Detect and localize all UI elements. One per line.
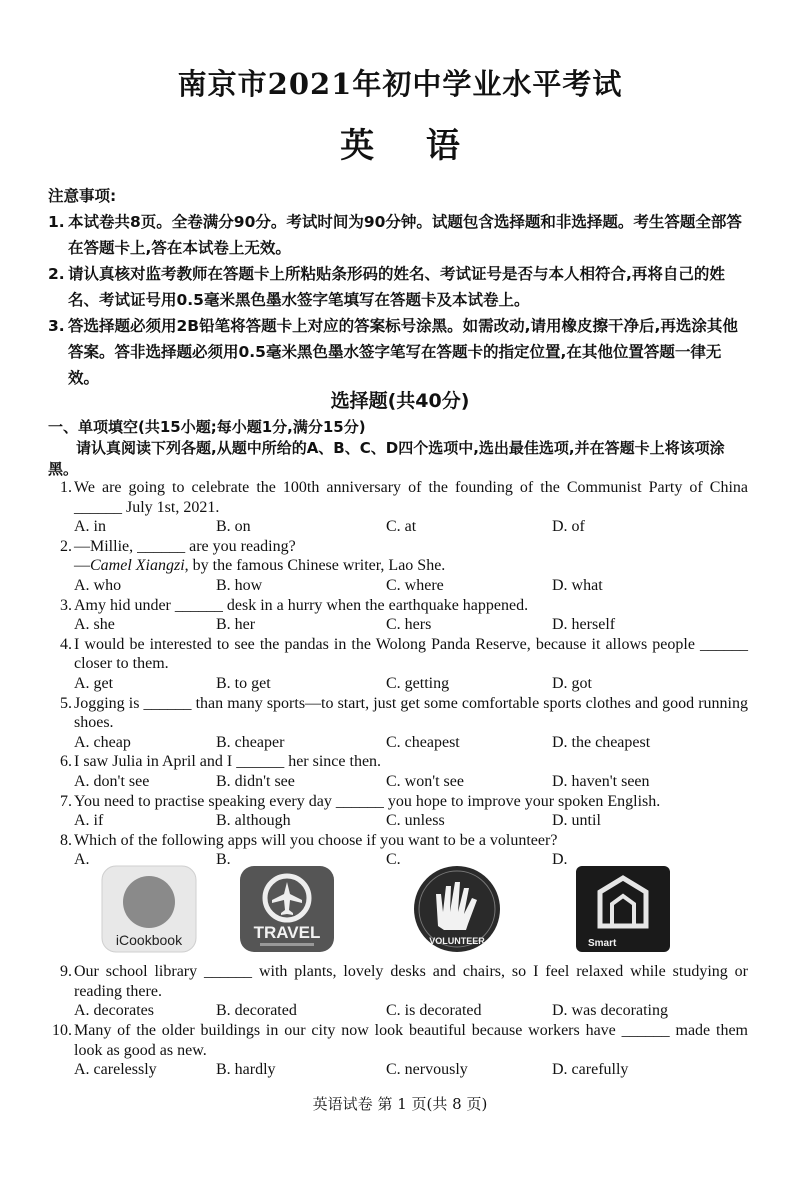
question-stem: Amy hid under ______ desk in a hurry when the earthquake happened. [74,596,529,614]
option-row [74,1060,748,1080]
question-stem: —Millie, ______ are you reading? [74,537,296,555]
notice-heading: 注意事项: [48,187,117,205]
option-b: B. [216,851,231,869]
question-stem: Our school library ______ with plants, lovely desks and chairs, so I feel relaxed while studying or reading there. [74,963,748,1000]
part-instruction: 请认真阅读下列各题,从题中所给的A、B、C、D四个选项中,选出最佳选项,并在答题卡上将该项涂黑。 [48,439,725,478]
option-row [74,811,748,831]
option-d: D. of [552,518,585,536]
option-a: A. who [74,576,122,594]
question-number: 1. [60,479,72,496]
question-number: 7. [60,792,72,810]
option-d: D. what [552,576,603,594]
notice-item [48,209,748,261]
option-c: C. won't see [386,772,464,790]
subject-title: 英 语 [340,126,460,166]
question-9 [52,962,748,1021]
option-d: D. haven't seen [552,772,650,790]
option-c: C. [386,851,401,869]
option-d: D. got [552,674,592,692]
notice-item-number: 1. [48,213,65,231]
option-d: D. until [552,812,601,830]
question-stem: Many of the older buildings in our city now look beautiful because workers have ______ made them look as good as new. [74,1022,748,1059]
book-title: Camel Xiangzi [90,557,185,575]
question-number: 10. [52,1022,72,1040]
option-a: A. in [74,518,106,536]
question-7 [52,792,748,831]
option-b: B. her [216,616,256,634]
question-2 [52,537,748,596]
option-a: A. get [74,674,114,692]
question-1 [52,478,748,537]
app-c-label: VOLUNTEER [429,936,485,947]
travel-app-icon [238,864,336,954]
option-row [74,674,748,694]
app-a-label: iCookbook [115,932,183,949]
option-c: C. cheapest [386,733,460,751]
smart-app-icon [574,864,672,954]
option-a: A. decorates [74,1002,154,1020]
option-c: C. is decorated [386,1002,482,1020]
option-c: C. hers [386,616,432,634]
question-number: 5. [60,694,72,712]
question-list [52,478,748,1080]
option-a: A. don't see [74,772,150,790]
question-3 [52,596,748,635]
option-a: A. she [74,616,115,634]
option-b: B. on [216,518,251,536]
part-one [48,417,748,480]
option-b: B. didn't see [216,772,295,790]
part-heading: 一、单项填空(共15小题;每小题1分,满分15分) [48,418,366,436]
question-stem: I saw Julia in April and I ______ her since then. [74,753,382,771]
option-b: B. decorated [216,1002,297,1020]
option-d: D. the cheapest [552,733,651,751]
option-row [74,576,748,596]
question-stem: We are going to celebrate the 100th anniversary of the founding of the Communist Party of China ______ July 1st, 2021. [74,479,748,516]
question-5 [52,694,748,753]
question-number: 9. [60,963,72,981]
option-row [74,517,748,537]
section-heading: 选择题(共40分) [330,390,470,412]
question-stem: Jogging is ______ than many sports—to start, just get some comfortable sports clothes and good running shoes. [74,694,748,732]
question-stem: You need to practise speaking every day ______ you hope to improve your spoken English. [74,792,661,810]
question-6 [52,752,748,791]
option-d: D. carefully [552,1061,629,1079]
question-number: 4. [60,635,72,653]
option-b: B. hardly [216,1061,276,1079]
question-number: 3. [60,596,72,614]
app-d-label: Smart [588,938,617,950]
cookbook-app-icon [100,864,198,954]
page-footer: 英语试卷 第 1 页(共 8 页) [312,1095,488,1113]
option-row [74,615,748,635]
option-b: B. cheaper [216,733,285,751]
question-8 [52,831,748,963]
option-d: D. [552,851,568,869]
notice-item [48,313,748,391]
option-a: A. [74,851,90,869]
option-row [74,733,748,753]
question-stem: Which of the following apps will you choose if you want to be a volunteer? [74,831,558,849]
option-a: A. carelessly [74,1061,157,1079]
option-c: C. where [386,576,444,594]
notice-item-number: 2. [48,265,65,283]
question-reply: —Camel Xiangzi, by the famous Chinese writer, Lao She. [74,557,446,575]
option-c: C. nervously [386,1061,468,1079]
reply-text: , by the famous Chinese writer, Lao She. [184,557,446,575]
option-d: D. herself [552,616,616,634]
question-4 [52,635,748,694]
option-row [74,772,748,792]
notice-item-text: 本试卷共8页。全卷满分90分。考试时间为90分钟。试题包含选择题和非选择题。考生答题全部答在答题卡上,答在本试卷上无效。 [68,213,742,257]
option-d: D. was decorating [552,1002,668,1020]
option-row [74,1001,748,1021]
notice-item-number: 3. [48,317,65,335]
question-number: 2. [60,537,72,555]
option-a: A. cheap [74,733,131,751]
question-number: 8. [60,831,72,849]
option-c: C. at [386,518,417,536]
option-b: B. how [216,576,263,594]
app-options [74,850,748,962]
option-b: B. although [216,812,291,830]
option-b: B. to get [216,674,271,692]
option-c: C. unless [386,812,445,830]
notice-item-text: 请认真核对监考教师在答题卡上所粘贴条形码的姓名、考试证号是否与本人相符合,再将自己的姓名、考试证号用0.5毫米黑色墨水签字笔填写在答题卡及本试卷上。 [68,265,725,309]
notice-item-text: 答选择题必须用2B铅笔将答题卡上对应的答案标号涂黑。如需改动,请用橡皮擦干净后,再选涂其他答案。答非选择题必须用0.5毫米黑色墨水签字笔写在答题卡的指定位置,在其他位置答题一律无效。 [68,317,738,387]
option-a: A. if [74,812,104,830]
notice-section [48,183,748,391]
app-b-label: TRAVEL [253,923,321,943]
question-10 [52,1021,748,1080]
volunteer-app-icon [408,864,506,954]
question-stem: I would be interested to see the pandas in the Wolong Panda Reserve, because it allows people ______ closer to them. [74,635,748,673]
exam-title: 南京市2021年初中学业水平考试 [177,67,623,101]
notice-item [48,261,748,313]
question-number: 6. [60,753,72,771]
option-c: C. getting [386,674,450,692]
